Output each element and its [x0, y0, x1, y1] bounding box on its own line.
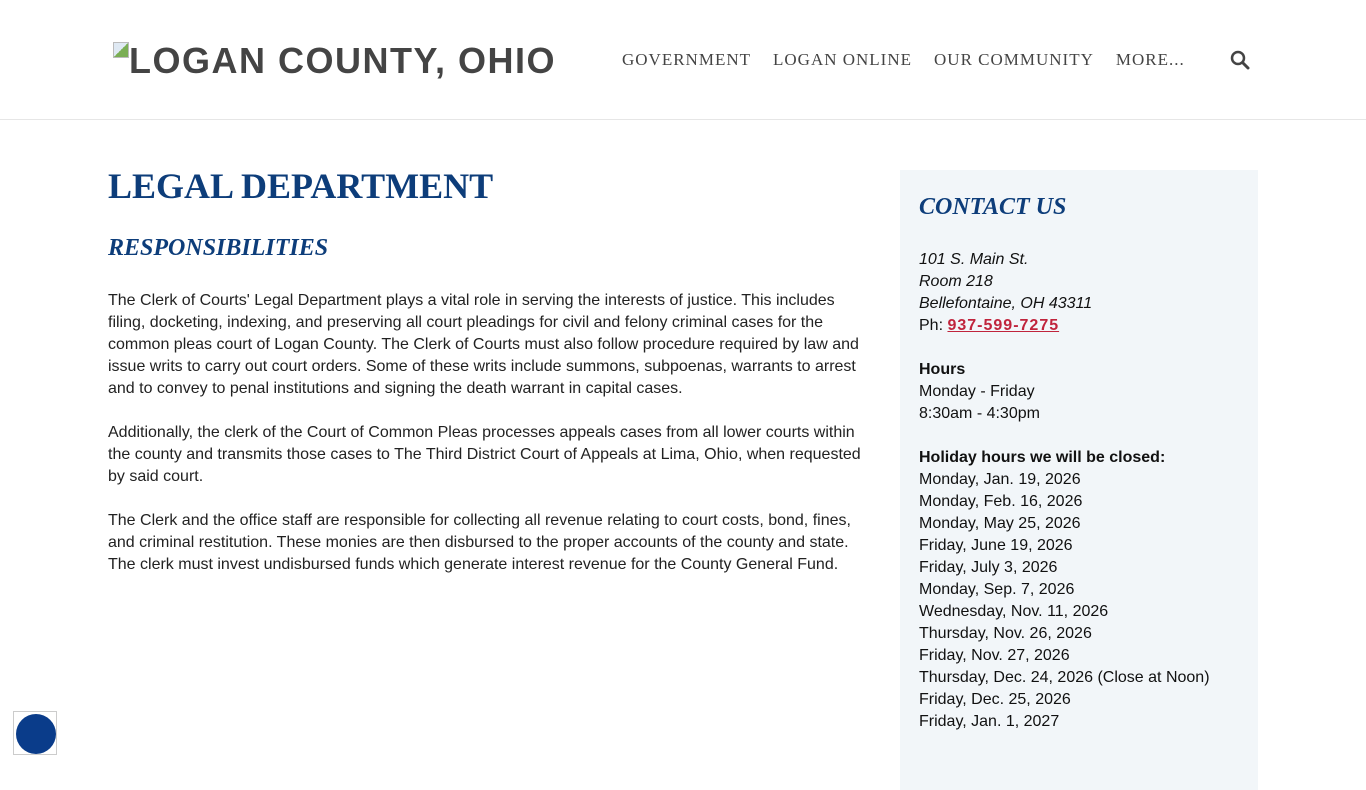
- broken-image-icon: [113, 42, 129, 58]
- holiday-item: Monday, Sep. 7, 2026: [919, 581, 1075, 598]
- nav-logan-online[interactable]: LOGAN ONLINE: [773, 50, 913, 69]
- phone-row: [919, 315, 1239, 337]
- accessibility-button[interactable]: [13, 711, 57, 755]
- main-content: [108, 165, 868, 576]
- address-line: 101 S. Main St.: [919, 251, 1029, 268]
- contact-title: CONTACT US: [919, 194, 1067, 220]
- nav-government[interactable]: GOVERNMENT: [622, 50, 751, 69]
- phone-link[interactable]: 937-599-7275: [947, 317, 1060, 334]
- search-icon[interactable]: [1230, 50, 1250, 70]
- logo-text: LOGAN COUNTY, OHIO: [129, 40, 557, 81]
- page-title: LEGAL DEPARTMENT: [108, 166, 494, 206]
- holiday-title: Holiday hours we will be closed:: [919, 449, 1166, 466]
- address-line: Room 218: [919, 273, 993, 290]
- holiday-item: Friday, Jan. 1, 2027: [919, 713, 1060, 730]
- site-header: [0, 0, 1366, 120]
- accessibility-icon: [16, 714, 56, 754]
- holiday-item: Monday, Jan. 19, 2026: [919, 471, 1081, 488]
- address-line: Bellefontaine, OH 43311: [919, 295, 1093, 312]
- holiday-item: Wednesday, Nov. 11, 2026: [919, 603, 1109, 620]
- holiday-item: Monday, May 25, 2026: [919, 515, 1081, 532]
- phone-label: Ph:: [919, 317, 948, 334]
- holiday-item: Monday, Feb. 16, 2026: [919, 493, 1083, 510]
- holiday-item: Friday, Dec. 25, 2026: [919, 691, 1071, 708]
- section-heading: RESPONSIBILITIES: [108, 235, 329, 261]
- holiday-item: Friday, July 3, 2026: [919, 559, 1058, 576]
- paragraph: The Clerk of Courts' Legal Department plays a vital role in serving the interests of justice. This includes filing, docketing, indexing, and preserving all court pleadings for civil and felony criminal cases for the common pleas court of Logan County. The Clerk of Courts must also follow procedure required by law and issue writs to carry out court orders. Some of these writs include summons, subpoenas, warrants to arrest and to convey to penal institutions and signing the death warrant in capital cases.: [108, 292, 859, 397]
- holiday-item: Friday, Nov. 27, 2026: [919, 647, 1070, 664]
- paragraph: The Clerk and the office staff are responsible for collecting all revenue relating to court costs, bond, fines, and criminal restitution. These monies are then disbursed to the proper accounts of the county and state. The clerk must invest undisbursed funds which generate interest revenue for the County General Fund.: [108, 512, 851, 573]
- holiday-item: Thursday, Nov. 26, 2026: [919, 625, 1092, 642]
- main-nav: [622, 50, 1185, 70]
- holiday-item: Thursday, Dec. 24, 2026 (Close at Noon): [919, 669, 1210, 686]
- contact-sidebar: [900, 170, 1258, 790]
- hours-title: Hours: [919, 361, 966, 378]
- site-logo-link[interactable]: [113, 40, 556, 82]
- nav-more[interactable]: MORE...: [1115, 50, 1185, 69]
- hours-line: Monday - Friday: [919, 383, 1035, 400]
- paragraph: Additionally, the clerk of the Court of Common Pleas processes appeals cases from all lower courts within the county and transmits those cases to The Third District Court of Appeals at Lima, Ohio, when requested by said court.: [108, 424, 861, 485]
- hours-line: 8:30am - 4:30pm: [919, 405, 1040, 422]
- holiday-item: Friday, June 19, 2026: [919, 537, 1073, 554]
- nav-our-community[interactable]: OUR COMMUNITY: [934, 50, 1094, 69]
